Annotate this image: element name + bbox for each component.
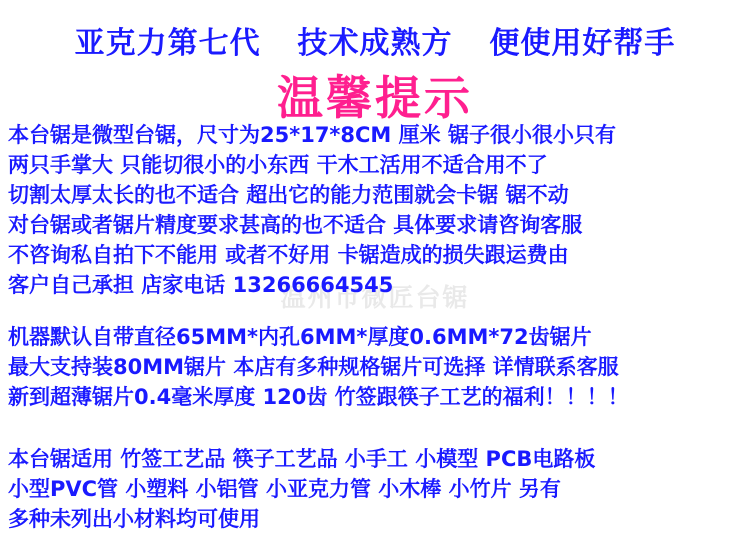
headline <box>0 18 750 62</box>
text-line: 切割太厚太长的也不适合 超出它的能力范围就会卡锯 锯不动 <box>8 183 569 207</box>
text-line: 本台锯适用 竹签工艺品 筷子工艺品 小手工 小模型 PCB电路板 <box>8 447 596 471</box>
notice-block-applications <box>8 444 744 534</box>
text-line-contact-phone: 客户自己承担 店家电话 13266664545 <box>8 273 394 297</box>
text-line: 两只手掌大 只能切很小的小东西 干木工活用不适合用不了 <box>8 153 548 177</box>
text-line: 不咨询私自拍下不能用 或者不好用 卡锯造成的损失跟运费由 <box>8 243 569 267</box>
text-line: 多种未列出小材料均可使用 <box>8 507 260 531</box>
headline-part-1: 亚克力第七代 <box>74 26 261 61</box>
headline-part-2: 技术成熟方 <box>297 26 453 61</box>
notice-block-product-limits <box>8 120 744 300</box>
headline-part-3: 便使用好帮手 <box>489 26 676 61</box>
text-line: 对台锯或者锯片精度要求甚高的也不适合 具体要求请咨询客服 <box>8 213 583 237</box>
text-line: 本台锯是微型台锯，尺寸为25*17*8CM 厘米 锯子很小很小只有 <box>8 123 616 147</box>
notice-block-blade-specs <box>8 322 744 412</box>
text-line: 最大支持装80MM锯片 本店有多种规格锯片可选择 详情联系客服 <box>8 355 619 379</box>
text-line: 机器默认自带直径65MM*内孔6MM*厚度0.6MM*72齿锯片 <box>8 325 592 349</box>
text-line: 小型PVC管 小塑料 小铝管 小亚克力管 小木棒 小竹片 另有 <box>8 477 561 501</box>
page-title: 温馨提示 <box>277 71 473 125</box>
watermark: 温州市微匠台锯 <box>280 283 470 312</box>
text-line: 新到超薄锯片0.4毫米厚度 120齿 竹签跟筷子工艺的福利！！！！ <box>8 385 629 409</box>
